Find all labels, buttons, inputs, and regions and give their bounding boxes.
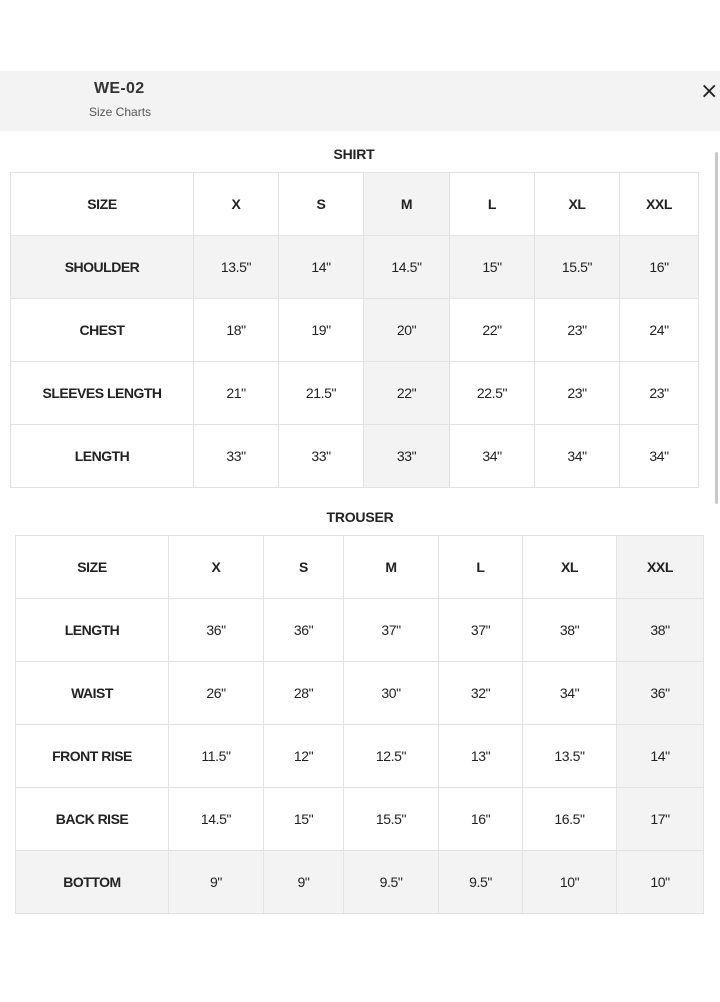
trouser-measurement-cell: 16" [439,788,523,851]
shirt-measurement-cell: 22.5" [450,362,535,425]
close-icon[interactable]: × [700,79,719,104]
trouser-measurement-cell: 10" [523,851,617,914]
trouser-column-header: M [344,536,439,599]
shirt-column-header: X [194,173,279,236]
shirt-measurement-cell: 34" [535,425,620,488]
shirt-column-header: SIZE [11,173,194,236]
shirt-measurement-cell: 33" [279,425,364,488]
shirt-column-header: L [450,173,535,236]
shirt-row-label: CHEST [11,299,194,362]
shirt-measurement-cell: 21.5" [279,362,364,425]
trouser-measurement-cell: 17" [617,788,704,851]
trouser-section-title: TROUSER [326,509,394,525]
trouser-measurement-cell: 12.5" [344,725,439,788]
shirt-measurement-cell: 34" [450,425,535,488]
trouser-measurement-cell: 9" [169,851,264,914]
scrollbar-thumb[interactable] [715,152,718,504]
trouser-table-row [16,851,704,914]
trouser-column-header: XXL [617,536,704,599]
trouser-column-header: S [264,536,344,599]
shirt-measurement-cell: 23" [620,362,699,425]
shirt-measurement-cell: 20" [364,299,450,362]
trouser-measurement-cell: 11.5" [169,725,264,788]
trouser-measurement-cell: 38" [523,599,617,662]
trouser-row-label: BOTTOM [16,851,169,914]
trouser-header-row [16,536,704,599]
trouser-table-row [16,662,704,725]
shirt-header-row [11,173,699,236]
trouser-column-header: XL [523,536,617,599]
trouser-measurement-cell: 37" [439,599,523,662]
trouser-measurement-cell: 9" [264,851,344,914]
shirt-measurement-cell: 19" [279,299,364,362]
trouser-measurement-cell: 9.5" [344,851,439,914]
trouser-measurement-cell: 26" [169,662,264,725]
shirt-column-header: XL [535,173,620,236]
shirt-measurement-cell: 33" [364,425,450,488]
trouser-column-header: SIZE [16,536,169,599]
shirt-measurement-cell: 15" [450,236,535,299]
trouser-measurement-cell: 14.5" [169,788,264,851]
size-charts-subtitle: Size Charts [89,105,152,119]
shirt-section-title: SHIRT [333,146,375,162]
trouser-measurement-cell: 30" [344,662,439,725]
trouser-measurement-cell: 15" [264,788,344,851]
modal-header [0,71,720,131]
trouser-measurement-cell: 15.5" [344,788,439,851]
trouser-table-row [16,725,704,788]
trouser-column-header: L [439,536,523,599]
shirt-row-label: LENGTH [11,425,194,488]
trouser-table-row [16,599,704,662]
shirt-measurement-cell: 18" [194,299,279,362]
trouser-measurement-cell: 16.5" [523,788,617,851]
trouser-measurement-cell: 13.5" [523,725,617,788]
shirt-table-row [11,299,699,362]
shirt-table-row [11,362,699,425]
shirt-measurement-cell: 22" [450,299,535,362]
shirt-size-table [10,172,699,488]
trouser-table-row [16,788,704,851]
shirt-measurement-cell: 22" [364,362,450,425]
shirt-measurement-cell: 23" [535,362,620,425]
shirt-row-label: SLEEVES LENGTH [11,362,194,425]
trouser-measurement-cell: 36" [169,599,264,662]
shirt-measurement-cell: 34" [620,425,699,488]
shirt-table-row [11,425,699,488]
trouser-row-label: BACK RISE [16,788,169,851]
shirt-measurement-cell: 23" [535,299,620,362]
shirt-column-header: M [364,173,450,236]
trouser-measurement-cell: 37" [344,599,439,662]
product-code: WE-02 [94,80,145,97]
trouser-size-table [15,535,704,914]
trouser-measurement-cell: 34" [523,662,617,725]
trouser-measurement-cell: 14" [617,725,704,788]
trouser-column-header: X [169,536,264,599]
shirt-measurement-cell: 16" [620,236,699,299]
trouser-measurement-cell: 32" [439,662,523,725]
shirt-measurement-cell: 33" [194,425,279,488]
shirt-measurement-cell: 21" [194,362,279,425]
trouser-measurement-cell: 36" [617,662,704,725]
trouser-measurement-cell: 36" [264,599,344,662]
shirt-column-header: XXL [620,173,699,236]
trouser-measurement-cell: 9.5" [439,851,523,914]
trouser-measurement-cell: 38" [617,599,704,662]
trouser-measurement-cell: 13" [439,725,523,788]
shirt-row-label: SHOULDER [11,236,194,299]
shirt-measurement-cell: 24" [620,299,699,362]
trouser-measurement-cell: 10" [617,851,704,914]
shirt-table-row [11,236,699,299]
trouser-row-label: FRONT RISE [16,725,169,788]
trouser-row-label: LENGTH [16,599,169,662]
trouser-measurement-cell: 12" [264,725,344,788]
trouser-measurement-cell: 28" [264,662,344,725]
shirt-measurement-cell: 14" [279,236,364,299]
shirt-column-header: S [279,173,364,236]
trouser-row-label: WAIST [16,662,169,725]
shirt-measurement-cell: 14.5" [364,236,450,299]
shirt-measurement-cell: 13.5" [194,236,279,299]
shirt-measurement-cell: 15.5" [535,236,620,299]
